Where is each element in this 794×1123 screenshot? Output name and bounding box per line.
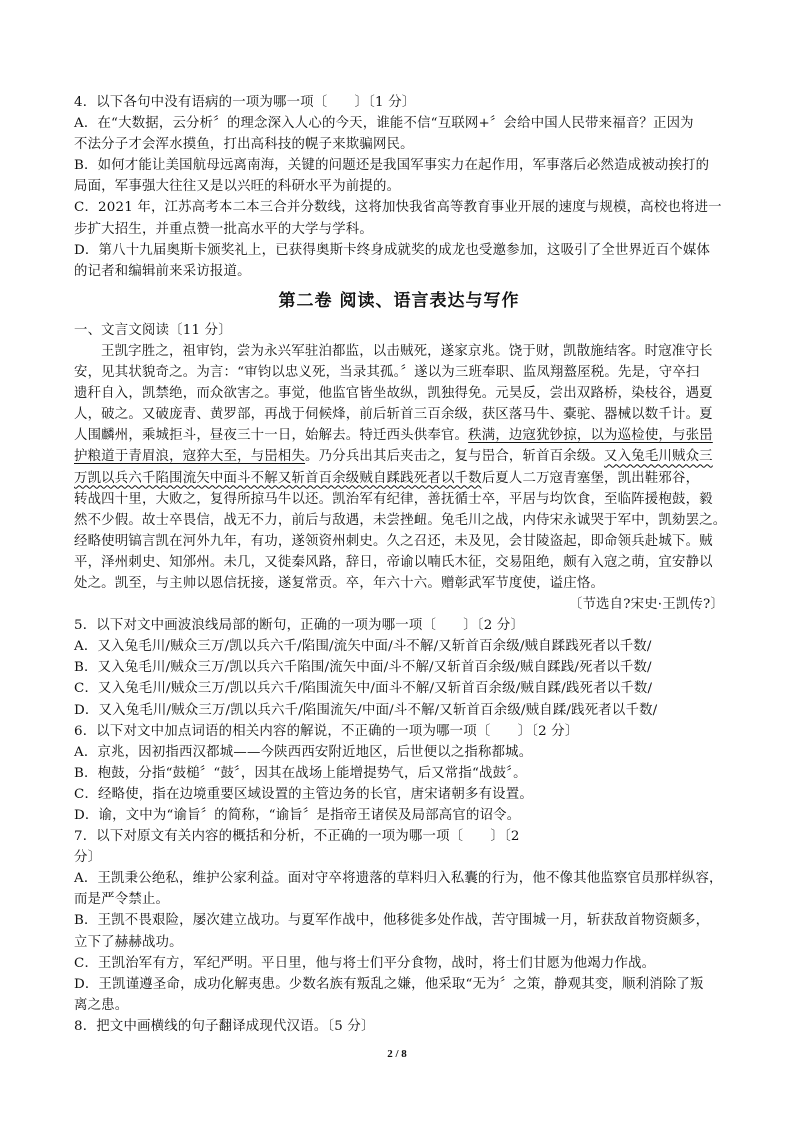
passage-line: 然不少假。故士卒畏信，战无不力，前后与敌遇，未尝挫衄。兔毛川之战，内侍宋永诚哭于军中，凯劾罢之。 (74, 512, 727, 528)
question-7-option-d-line-2: 离之患。 (74, 997, 129, 1013)
question-5 (74, 615, 724, 720)
document-page (74, 92, 727, 1037)
question-5-stem: 5．以下对文中画波浪线局部的断句，正确的一项为哪一项〔 〕〔2 分〕 (74, 618, 525, 634)
passage-line: 人，破之。又破庞青、黄罗部，再战于伺候烽，前后斩首三百余级，获区落马牛、橐驼、器械以数千计。夏 (74, 407, 713, 423)
question-7-option-a-line-2: 而是严令禁止。 (74, 892, 170, 908)
passage-line: 王凯字胜之，祖审钧，尝为永兴军驻泊都监，以击贼死，遂家京兆。饶于财，凯散施结客。时寇准守长 (101, 343, 713, 359)
passage-line: 遗秆自入，凯禁绝，而众欲害之。事觉，他监官皆坐故纵，凯独得免。元昊反，尝出双路桥，染枝谷，遇夏 (74, 386, 713, 402)
passage-line: 处之。凯至，与主帅以恩信抚接，遂复常贡。卒，年六十六。赠彰武军节度使，谥庄恪。 (74, 575, 605, 591)
passage-line (74, 468, 724, 489)
passage-line (74, 446, 724, 467)
question-5-option-d: D．又入兔毛川/贼众三万/凯以兵六千/陷围流矢/中面/斗不解/又斩首百余级/贼自蹂/践死者以千数/ (74, 702, 658, 718)
question-7 (74, 826, 724, 1016)
passage-text: 后夏人二万寇青塞堡，凯出鞋邪谷， (481, 470, 700, 486)
underlined-sentence: 秩满，边寇犹钞掠，以为巡检使，与张岊 (468, 428, 713, 444)
question-4-option-a-line-2: 不法分子才会浑水摸鱼，打出高科技的幌子来欺骗网民。 (74, 137, 414, 153)
question-6-option-c: C．经略使，指在边境重要区域设置的主管边务的长官，唐宋诸朝多有设置。 (74, 786, 533, 802)
passage-text: 。乃分兵出其后夹击之，复与岊合，斩首百余级。 (305, 449, 605, 465)
wavy-underlined-text: 又入兔毛川贼众三 (604, 449, 713, 465)
passage-line (74, 425, 724, 446)
question-5-option-c: C．又入兔毛川/贼众三万/凯以兵六千/陷围流矢中/面斗不解/又斩首百余级/贼自蹂/践死者以千数/ (74, 681, 653, 697)
question-5-option-a: A．又入兔毛川/贼众三万/凯以兵六千/陷围/流矢中面/斗不解/又斩首百余级/贼自蹂践死者以千数/ (74, 639, 652, 655)
classical-passage (74, 341, 727, 615)
question-7-option-c: C．王凯治军有方，军纪严明。平日里，他与将士们平分食物，战时，将士们甘愿为他竭力作战。 (74, 955, 656, 971)
part-1-heading: 一、文言文阅读〔11 分〕 (74, 322, 232, 338)
question-7-option-b-line-2: 立下了赫赫战功。 (74, 934, 183, 950)
question-4-option-b-line-2: 局面，军事强大往往又是以兴旺的科研水平为前提的。 (74, 179, 401, 195)
question-4-stem: 4．以下各句中没有语病的一项为哪一项〔 〕〔1 分〕 (74, 95, 416, 110)
question-4-option-a-line-1: A．在“大数据，云分析〞的理念深入人心的今天，谁能不信“互联网+〞会给中国人民带来福音？正因为 (74, 116, 694, 132)
question-4-option-c-line-1: C．2021 年，江苏高考本二本三合并分数线，这将加快我省高等教育事业开展的速度与规模，高校也将进一 (74, 200, 722, 216)
question-4-option-b-line-1: B．如何才能让美国航母远离南海，关键的问题还是我国军事实力在起作用，军事落后必然造成被动挨打的 (74, 158, 710, 174)
question-4-option-c-line-2: 步扩大招生，并重点赞一批高水平的大学与学科。 (74, 221, 373, 237)
wavy-underlined-text: 万凯以兵六千陷围流矢中面斗不解又斩首百余级贼自蹂践死者以千数 (74, 470, 482, 486)
page-number: 2 / 8 (387, 1048, 407, 1060)
question-4 (74, 92, 724, 282)
question-7-option-a-line-1: A．王凯秉公绝私，维护公家利益。面对守卒将遗落的草料归入私囊的行为，他不像其他监察官员那样纵容， (74, 871, 723, 887)
passage-line: 平，泽州刺史、知邠州。未几，又徙秦风路，辞日，帝谕以喃氏木征，交易阻绝，颇有入寇之萌，宜安静以 (74, 554, 713, 570)
question-4-option-d-line-2: 的记者和编辑前来采访报道。 (74, 263, 251, 279)
question-7-stem-cont: 分〕 (74, 850, 102, 866)
question-7-option-d-line-1: D．王凯谨遵圣命，成功化解夷患。少数名族有叛乱之嫌，他采取“无为〞之策，静观其变，顺利消除了叛 (74, 976, 704, 992)
passage-line: 安，见其状貌奇之。为言：“审钧以忠义死，当录其孤。〞遂以为三班奉职、监凤翔盩厔税。先是，守卒扫 (74, 365, 700, 381)
section-title: 第二卷 阅读、语言表达与写作 (278, 290, 520, 311)
passage-line: 经略使明镐言凯在河外九年，有功，遂领资州刺史。久之召还，未及见，会甘陵盗起，即命领兵赴城下。贼 (74, 533, 713, 549)
question-7-stem: 7．以下对原文有关内容的概括和分析，不正确的一项为哪一项〔 〕〔2 (74, 829, 520, 845)
question-6-option-b: B．枹鼓，分指“鼓槌〞“鼓〞，因其在战场上能增提势气，后又常指“战鼓〞。 (74, 765, 527, 781)
question-6-option-a: A．京兆，因初指西汉都城——今陕西西安附近地区，后世便以之指称都城。 (74, 744, 533, 760)
passage-line: 转战四十里，大败之，复得所掠马牛以还。凯治军有纪律，善抚循士卒，平居与均饮食，至临阵援枹鼓，毅 (74, 491, 713, 507)
passage-text: 人围麟州，乘城拒斗，昼夜三十一日，始解去。特迁西头供奉官。 (74, 428, 469, 444)
question-8-stem: 8．把文中画横线的句子翻译成现代汉语。〔5 分〕 (74, 1018, 375, 1034)
question-6-option-d: D．谕，文中为“谕旨〞的简称，“谕旨〞是指帝王诸侯及局部高官的诏令。 (74, 808, 521, 823)
underlined-sentence: 护粮道于青眉浪，寇猝大至，与岊相失 (74, 449, 306, 465)
question-6-stem: 6．以下对文中加点词语的相关内容的解说，不正确的一项为哪一项〔 〕〔2 分〕 (74, 723, 579, 739)
question-4-option-d-line-1: D．第八十九届奥斯卡颁奖礼上，已获得奥斯卡终身成就奖的成龙也受邀参加，这吸引了全世界近百个媒体 (74, 242, 711, 258)
passage-source: 〔节选自?宋史·王凯传?〕 (568, 597, 724, 613)
question-7-option-b-line-1: B．王凯不畏艰险，屡次建立战功。与夏军作战中，他移徙多处作战，苦守围城一月，斩获敌首物资颇多， (74, 913, 710, 929)
question-5-option-b: B．又入兔毛川/贼众三万/凯以兵六千陷围/流矢中面/斗不解/又斩首百余级/贼自蹂践/死者以千数/ (74, 660, 652, 676)
question-6 (74, 721, 724, 826)
